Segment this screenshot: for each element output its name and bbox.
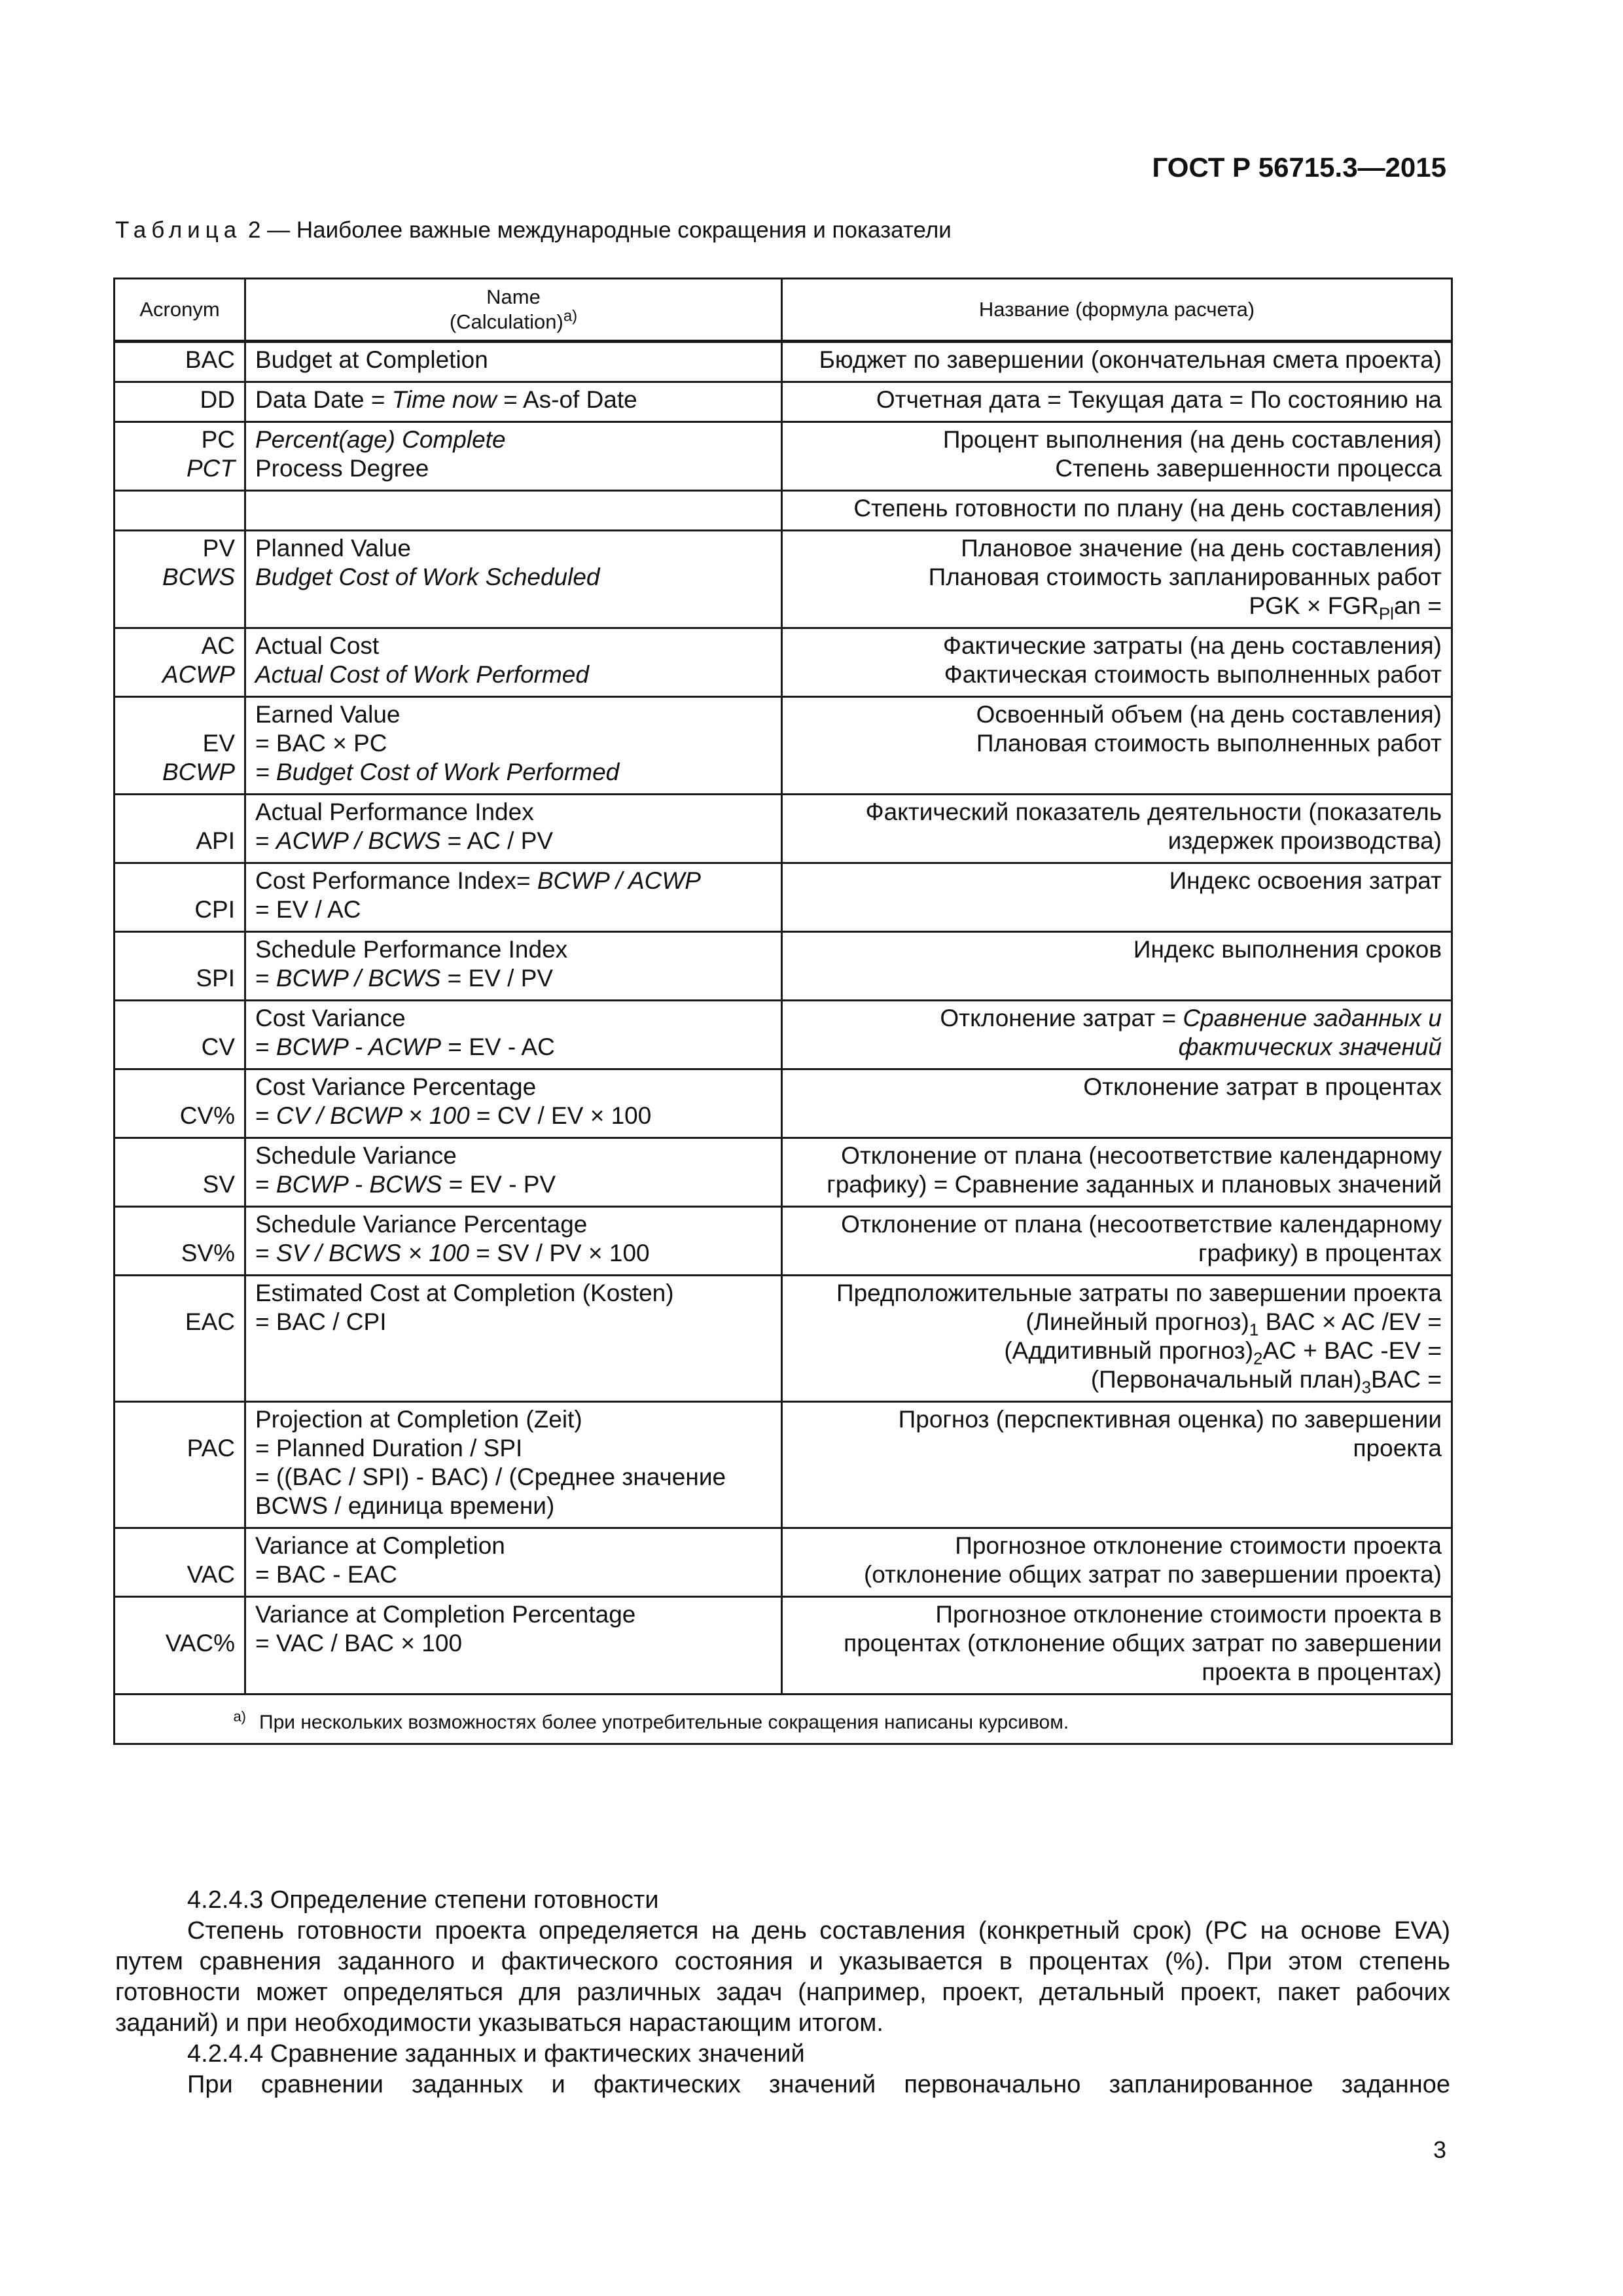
name-italic: BCWP - BCWS [276,1171,442,1198]
acronym-cell [115,1069,245,1138]
russian-cell [782,1138,1452,1207]
name-line: = BAC / CPI [255,1308,387,1335]
acronym-primary: EV [202,730,235,757]
acronym-cell [115,1207,245,1276]
name-cell [245,1207,782,1276]
russian-italic: Сравнение заданных и [1183,1005,1442,1031]
russian-line: (отклонение общих затрат по завершении проекта) [863,1561,1442,1588]
table-row-ac [115,628,1452,697]
russian-cell [782,1597,1452,1695]
russian-line: Освоенный объем (на день составления) [976,701,1442,728]
russian-cell: Отчетная дата = Текущая дата = По состоянию на [782,382,1452,422]
name-italic: BCWP - ACWP [276,1033,442,1060]
russian-line: Отклонение от плана (несоответствие календарному [841,1211,1442,1238]
name-line: Estimated Cost at Completion (Kosten) [255,1280,674,1306]
name-text: = [255,1171,276,1198]
name-italic: SV / BCWS × 100 [276,1240,469,1266]
russian-line: Плановое значение (на день составления) [961,535,1442,562]
russian-line: Степень завершенности процесса [1055,455,1442,482]
name-line: = VAC / BAC × 100 [255,1630,463,1657]
table-caption [115,217,952,243]
table-row-ev [115,697,1452,795]
name-text: = [255,827,276,854]
name-line: = BAC × PC [255,730,387,757]
russian-cell: Индекс освоения затрат [782,863,1452,932]
acronym-secondary: ACWP [162,661,235,688]
header-name [245,279,782,342]
name-text: = As-of Date [496,386,637,413]
russian-cell [782,1276,1452,1402]
name-text: = [255,965,276,992]
acronym-cell [115,932,245,1001]
name-line: Earned Value [255,701,401,728]
russian-line: Фактические затраты (на день составления) [942,632,1442,659]
name-text: = CV / EV × 100 [469,1102,652,1129]
acronym-primary: CPI [194,896,235,923]
russian-cell: Степень готовности по плану (на день составления) [782,491,1452,531]
name-text: = AC / PV [440,827,554,854]
table-row-eac [115,1276,1452,1402]
table-row-pv [115,531,1452,628]
acronym-primary: VAC% [165,1630,235,1657]
table-header-row [115,279,1452,342]
acronym-cell [115,795,245,863]
header-footnote-mark: a) [563,307,578,325]
table-row-dd [115,382,1452,422]
footnote-mark: a) [233,1708,246,1725]
section-heading-4-2-4-3: 4.2.4.3 Определение степени готовности [187,1886,659,1914]
russian-subscript: Pl [1378,603,1394,624]
name-line: Variance at Completion [255,1532,505,1559]
russian-line: Прогноз (перспективная оценка) по завершении [898,1406,1442,1433]
section-heading-4-2-4-4: 4.2.4.4 Сравнение заданных и фактических значений [187,2040,805,2068]
name-italic: BCWP / ACWP [537,867,701,894]
name-line: Process Degree [255,455,429,482]
acronym-cell [115,1001,245,1069]
russian-line: Плановая стоимость выполненных работ [976,730,1442,757]
russian-cell [782,1402,1452,1528]
name-cell [245,1597,782,1695]
acronym-cell [115,1597,245,1695]
name-text: = [255,1033,276,1060]
acronym-cell [115,491,245,531]
acronym-cell: BAC [115,342,245,382]
russian-line: графику) = Сравнение заданных и плановых значений [827,1171,1442,1198]
acronym-cell: DD [115,382,245,422]
acronym-primary: PV [202,535,235,562]
russian-cell: Отклонение затрат в процентах [782,1069,1452,1138]
name-cell: Budget at Completion [245,342,782,382]
russian-text: (Линейный прогноз) [1026,1308,1249,1335]
russian-subscript: 3 [1361,1377,1372,1397]
paragraph-comparison: При сравнении заданных и фактических значений первоначально запланированное заданное [187,2071,1450,2098]
name-text: = EV - AC [441,1033,555,1060]
russian-cell [782,1207,1452,1276]
acronym-secondary: PCT [187,455,235,482]
russian-cell [782,422,1452,491]
name-line: = Budget Cost of Work Performed [255,759,620,785]
russian-text: BAC × AC /EV = [1258,1308,1442,1335]
acronym-primary: VAC [187,1561,235,1588]
name-line: = BAC - EAC [255,1561,397,1588]
paragraph-readiness: Степень готовности проекта определяется на день составления (конкретный срок) (PC на основе EVA) путем сравнения заданного и фактического состояния и указывается в процентах (%). При этом степень готовности может определяться для различных задач (например, проект, детальный проект, пакет рабочих заданий) и при необходимости указываться нарастающим итогом. [115,1917,1450,2037]
russian-cell [782,795,1452,863]
name-line: Actual Cost of Work Performed [255,661,589,688]
acronym-cell [115,1402,245,1528]
table-row-vac [115,1528,1452,1597]
russian-line: Прогнозное отклонение стоимости проекта [955,1532,1442,1559]
russian-line: Отклонение от плана (несоответствие календарному [841,1142,1442,1169]
acronym-primary: AC [201,632,235,659]
russian-line: Фактическая стоимость выполненных работ [944,661,1442,688]
russian-line: Процент выполнения (на день составления) [942,426,1442,453]
table-row-api [115,795,1452,863]
russian-line: Плановая стоимость запланированных работ [928,564,1442,590]
name-cell [245,531,782,628]
russian-cell [782,1001,1452,1069]
table-row-cv-percent [115,1069,1452,1138]
name-line: Budget Cost of Work Scheduled [255,564,600,590]
russian-text: (Аддитивный прогноз) [1004,1337,1254,1364]
name-line: BCWS / единица времени) [255,1492,555,1519]
russian-line: проекта в процентах) [1202,1659,1442,1685]
acronym-cell [115,1276,245,1402]
table-row-pc [115,422,1452,491]
table-caption-text: 2 — Наиболее важные международные сокращения и показатели [241,217,952,243]
russian-subscript: 2 [1253,1348,1263,1369]
acronym-primary: SV [202,1171,235,1198]
acronym-cell [115,697,245,795]
name-cell [245,628,782,697]
name-cell [245,1069,782,1138]
name-text: = SV / PV × 100 [469,1240,650,1266]
name-italic: CV / BCWP × 100 [276,1102,470,1129]
standard-number: ГОСТ Р 56715.3—2015 [1152,152,1446,183]
name-cell [245,1276,782,1402]
russian-cell [782,1528,1452,1597]
table-footnote [115,1695,1452,1744]
name-line: Schedule Variance [255,1142,457,1169]
name-line: Schedule Variance Percentage [255,1211,588,1238]
name-cell [245,932,782,1001]
russian-line: проекта [1353,1435,1442,1462]
name-cell [245,1001,782,1069]
acronym-cell [115,628,245,697]
body-text [115,1885,1450,2100]
russian-text: (Первоначальный план) [1090,1366,1362,1393]
table-row-vac-percent [115,1597,1452,1695]
russian-cell: Бюджет по завершении (окончательная смета проекта) [782,342,1452,382]
name-line: Percent(age) Complete [255,426,506,453]
name-text: = [255,1240,276,1266]
table-row-blank [115,491,1452,531]
acronym-secondary: BCWS [162,564,235,590]
name-text: Cost Performance Index= [255,867,537,894]
russian-line: издержек производства) [1168,827,1442,854]
name-cell [245,491,782,531]
russian-line: Прогнозное отклонение стоимости проекта в [935,1601,1442,1628]
table-row-cpi [115,863,1452,932]
name-cell [245,1528,782,1597]
acronym-primary: CV% [179,1102,235,1129]
acronym-cell [115,1138,245,1207]
table-row-spi [115,932,1452,1001]
footnote-text: При нескольких возможностях более употребительные сокращения написаны курсивом. [259,1712,1069,1733]
russian-line: Фактический показатель деятельности (показатель [865,798,1442,825]
name-text: = EV - PV [442,1171,556,1198]
acronym-cell [115,1528,245,1597]
name-text: = EV / PV [440,965,554,992]
name-cell [245,697,782,795]
name-italic: ACWP / BCWS [276,827,441,854]
acronym-primary: CV [201,1033,235,1060]
name-line: = Planned Duration / SPI [255,1435,523,1462]
russian-subscript: 1 [1249,1319,1259,1340]
name-line: Variance at Completion Percentage [255,1601,636,1628]
name-line: = EV / AC [255,896,361,923]
table-row-bac [115,342,1452,382]
table-row-cv [115,1001,1452,1069]
russian-line: процентах (отклонение общих затрат по завершении [844,1630,1442,1657]
acronym-primary: EAC [185,1308,235,1335]
table-row-sv [115,1138,1452,1207]
name-line: Planned Value [255,535,411,562]
table-footnote-row [115,1695,1452,1744]
name-cell [245,863,782,932]
russian-cell [782,628,1452,697]
acronym-primary: API [196,827,235,854]
header-calc-label: (Calculation) [449,310,563,333]
name-cell [245,1138,782,1207]
page-number: 3 [1433,2136,1446,2163]
table-caption-prefix: Таблица [115,217,242,243]
acronym-cell [115,863,245,932]
acronym-cell [115,422,245,491]
name-line: Cost Variance Percentage [255,1073,537,1100]
name-cell [245,382,782,422]
table-row-sv-percent [115,1207,1452,1276]
russian-line: графику) в процентах [1198,1240,1442,1266]
acronym-secondary: BCWP [162,759,235,785]
acronym-primary: SPI [196,965,235,992]
header-name-label: Name [486,285,541,308]
name-text: = [255,1102,276,1129]
name-line: Actual Cost [255,632,380,659]
acronym-primary: PC [201,426,235,453]
name-italic: BCWP / BCWS [276,965,441,992]
name-cell [245,1402,782,1528]
name-line: Projection at Completion (Zeit) [255,1406,582,1433]
russian-formula: PGK × FGR [1249,592,1379,619]
russian-line: Предположительные затраты по завершении проекта [836,1280,1442,1306]
russian-formula: an = [1393,592,1442,619]
russian-cell [782,697,1452,795]
acronym-cell [115,531,245,628]
header-russian: Название (формула расчета) [782,279,1452,342]
name-text: Data Date = [255,386,392,413]
name-cell [245,795,782,863]
name-italic: Time now [391,386,497,413]
name-line: = ((BAC / SPI) - BAC) / (Среднее значение [255,1463,726,1490]
abbreviations-table [113,278,1453,1745]
header-acronym: Acronym [115,279,245,342]
table-row-pac [115,1402,1452,1528]
russian-text: Отклонение затрат = [940,1005,1183,1031]
name-cell [245,422,782,491]
name-line: Schedule Performance Index [255,936,568,963]
russian-cell: Индекс выполнения сроков [782,932,1452,1001]
name-line: Actual Performance Index [255,798,534,825]
acronym-primary: PAC [187,1435,235,1462]
russian-cell [782,531,1452,628]
name-line: Cost Variance [255,1005,406,1031]
russian-text: BAC = [1371,1366,1442,1393]
acronym-primary: SV% [181,1240,235,1266]
russian-italic: фактических значений [1178,1033,1442,1060]
russian-text: AC + BAC -EV = [1262,1337,1442,1364]
